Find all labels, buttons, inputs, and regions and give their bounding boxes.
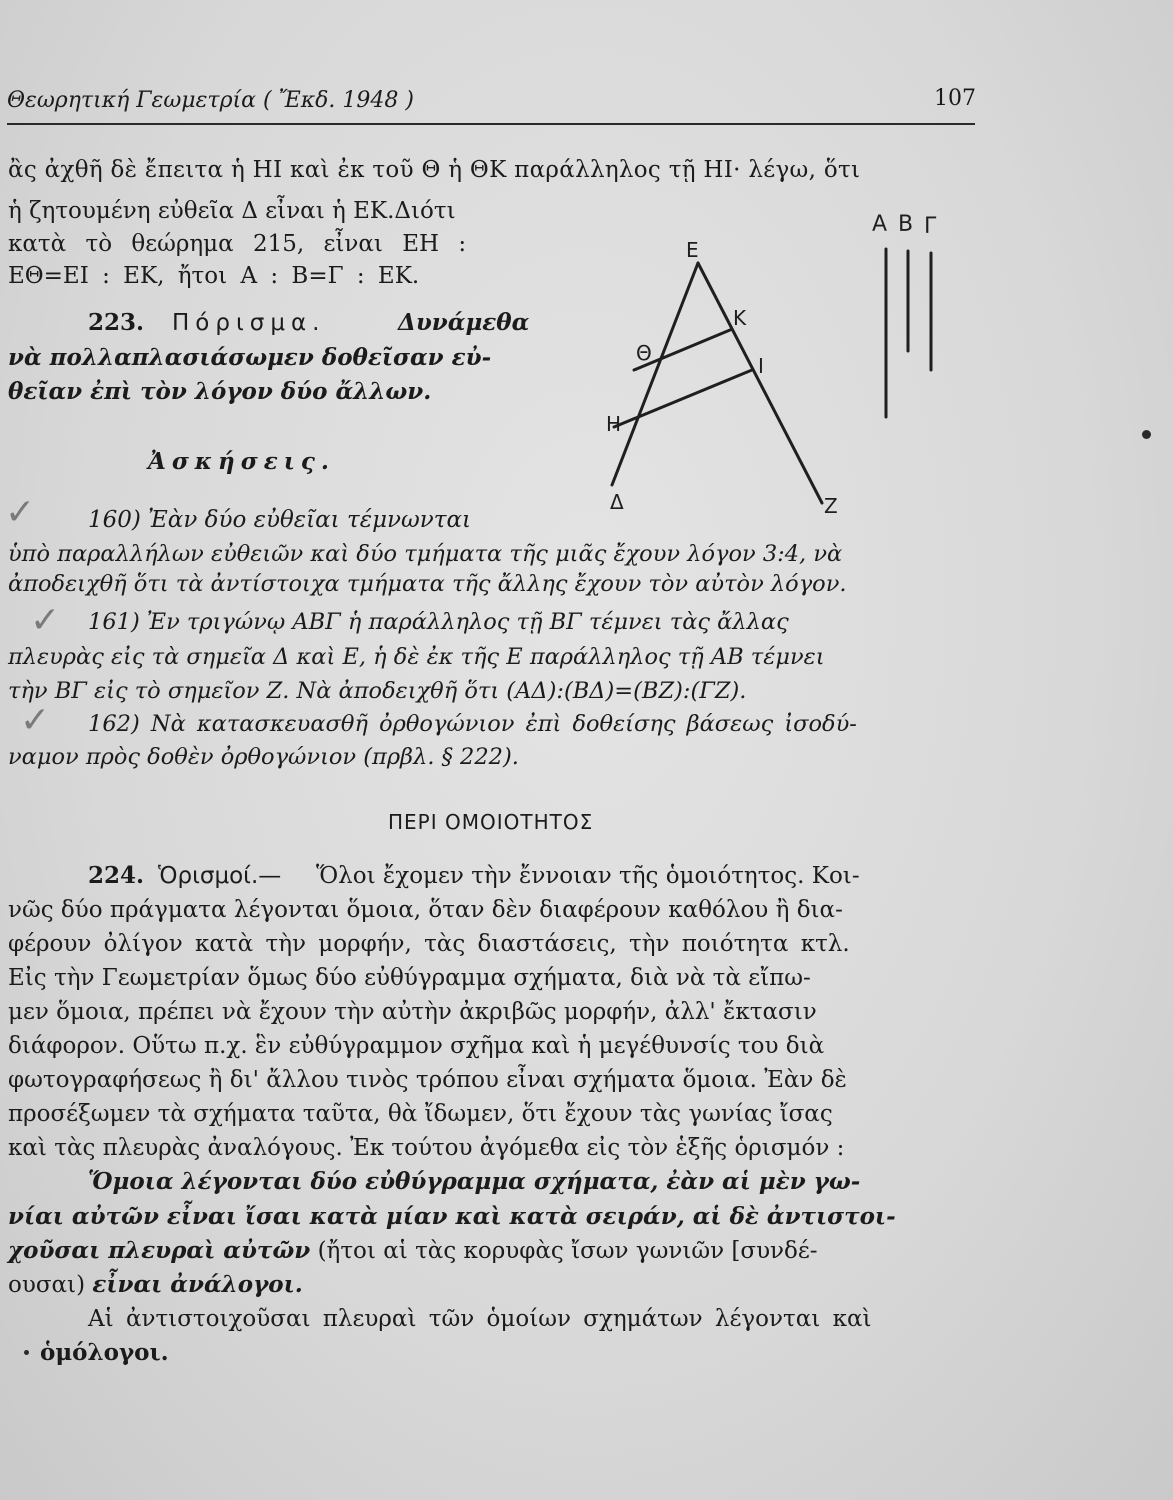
exercise-162-line-2: ναμον πρὸς δοθὲν ὀρθογώνιον (πρβλ. § 222). <box>8 744 519 770</box>
definition-normal-segment: (ἤτοι αἱ τὰς κορυφὰς ἴσων γωνιῶν [συνδέ- <box>317 1238 818 1264</box>
definition-normal-segment: ουσαι) <box>8 1272 86 1298</box>
definition-bold-line-2: νίαι αὐτῶν εἶναι ἴσαι κατὰ μίαν καὶ κατὰ σειράν, αἱ δὲ ἀντιστοι- <box>8 1203 896 1230</box>
definition-line-10 <box>8 1237 818 1265</box>
line-E-Delta <box>612 263 698 485</box>
definition-bold-segment: χοῦσαι πλευραὶ αὐτῶν <box>8 1237 311 1264</box>
definition-bold-line-1: Ὅμοια λέγονται δύο εὐθύγραμμα σχήματα, ἐὰν αἱ μὲν γω- <box>88 1168 861 1195</box>
ink-dot <box>1142 430 1151 439</box>
label-Z: Ζ <box>824 494 838 518</box>
running-title: Θεωρητική Γεωμετρία ( Ἔκδ. 1948 ) <box>7 88 414 113</box>
exercise-161-line-1: 161) Ἐν τριγώνῳ ΑΒΓ ἡ παράλληλος τῇ ΒΓ τέμνει τὰς ἄλλας <box>88 609 789 635</box>
label-K: Κ <box>733 306 747 330</box>
label-Theta: Θ <box>636 341 652 365</box>
pencil-check-mark: ✓ <box>5 492 36 533</box>
definition-line-7: φωτογραφήσεως ἢ δι' ἄλλου τινὸς τρόπου εἶναι σχήματα ὅμοια. Ἐὰν δὲ <box>8 1067 847 1093</box>
definition-line-2: νῶς δύο πράγματα λέγονται ὅμοια, ὅταν δὲν διαφέρουν καθόλου ἢ δια- <box>8 897 843 923</box>
corollary-line-1: Δυνάμεθα <box>398 309 530 336</box>
definition-line-8: προσέξωμεν τὰ σχήματα ταῦτα, θὰ ἴδωμεν, ὅτι ἔχουν τὰς γωνίας ἴσας <box>8 1101 833 1127</box>
final-line-1: Αἱ ἀντιστοιχοῦσαι πλευραὶ τῶν ὁμοίων σχημάτων λέγονται καὶ <box>88 1306 872 1332</box>
section-title: ΠΕΡΙ ΟΜΟΙΟΤΗΤΟΣ <box>388 810 594 834</box>
definition-bold-segment: εἶναι ἀνάλογοι. <box>92 1271 303 1298</box>
proof-line-3: κατὰ τὸ θεώρημα 215, εἶναι ΕΗ : <box>8 231 467 257</box>
corollary-line-2: νὰ πολλαπλασιάσωμεν δοθεῖσαν εὐ- <box>8 344 492 371</box>
corollary-line-3: θεῖαν ἐπὶ τὸν λόγον δύο ἄλλων. <box>8 378 432 405</box>
definition-line-9: καὶ τὰς πλευρὰς ἀναλόγους. Ἐκ τούτου ἀγόμεθα εἰς τὸν ἑξῆς ὁρισμόν : <box>8 1135 845 1161</box>
pencil-check-mark: ✓ <box>30 600 61 641</box>
definition-line-4: Εἰς τὴν Γεωμετρίαν ὅμως δύο εὐθύγραμμα σχήματα, διὰ νὰ τὰ εἴπω- <box>8 965 811 991</box>
label-I: Ι <box>758 354 764 378</box>
definition-line-3: φέρουν ὀλίγον κατὰ τὴν μορφήν, τὰς διαστάσεις, τὴν ποιότητα κτλ. <box>8 931 850 957</box>
page-number: 107 <box>934 86 976 111</box>
exercise-162-line-1: 162) Νὰ κατασκευασθῆ ὀρθογώνιον ἐπὶ δοθείσης βάσεως ἰσοδύ- <box>88 711 857 737</box>
page-header <box>0 0 1173 130</box>
label-E: Ε <box>686 238 699 262</box>
definition-line-11 <box>8 1271 303 1299</box>
label-H: Η <box>606 412 622 436</box>
definition-line-5: μεν ὅμοια, πρέπει νὰ ἔχουν τὴν αὐτὴν ἀκριβῶς μορφήν, ἀλλ' ἔκτασιν <box>8 999 817 1025</box>
exercise-160-line-2: ὑπὸ παραλλήλων εὐθειῶν καὶ δύο τμήματα τῆς μιᾶς ἔχουν λόγον 3:4, νὰ <box>8 541 843 567</box>
definition-number: 224. <box>88 862 145 889</box>
label-A: Α <box>872 212 888 237</box>
exercise-160-line-3: ἀποδειχθῆ ὅτι τὰ ἀντίστοιχα τμήματα τῆς ἄλλης ἔχουν τὸν αὐτὸν λόγον. <box>8 571 847 597</box>
definition-line-6: διάφορον. Οὕτω π.χ. ἓν εὐθύγραμμον σχῆμα καὶ ἡ μεγέθυνσίς του διὰ <box>8 1033 825 1059</box>
label-Delta: Δ <box>610 490 624 514</box>
proof-line-1: ἂς ἀχθῆ δὲ ἔπειτα ἡ ΗΙ καὶ ἐκ τοῦ Θ ἡ ΘΚ παράλληλος τῇ ΗΙ· λέγω, ὅτι <box>8 157 861 183</box>
pencil-check-mark: ✓ <box>20 700 51 741</box>
header-rule <box>7 123 975 125</box>
proof-line-4: ΕΘ=ΕΙ : ΕΚ, ἤτοι Α : Β=Γ : ΕΚ. <box>8 263 420 289</box>
exercises-title: Ἀσκήσεις. <box>148 448 335 475</box>
definition-label: Ὁρισμοί.— <box>158 863 282 889</box>
exercise-161-line-2: πλευρὰς εἰς τὰ σημεῖα Δ καὶ Ε, ἡ δὲ ἐκ τῆς Ε παράλληλος τῇ ΑΒ τέμνει <box>8 644 825 670</box>
ink-dot <box>24 1350 29 1355</box>
label-G: Γ <box>924 214 937 239</box>
label-B: Β <box>898 212 914 237</box>
exercise-160-line-1: 160) Ἐὰν δύο εὐθεῖαι τέμνωνται <box>88 507 472 533</box>
exercise-161-line-3: τὴν ΒΓ εἰς τὸ σημεῖον Ζ. Νὰ ἀποδειχθῆ ὅτι (ΑΔ):(ΒΔ)=(ΒΖ):(ΓΖ). <box>8 678 747 704</box>
final-line-2: ὁμόλογοι. <box>40 1339 169 1366</box>
segment-H-I <box>614 370 752 427</box>
proof-line-2: ἡ ζητουμένη εὐθεῖα Δ εἶναι ἡ ΕΚ.Διότι <box>8 198 456 224</box>
definition-line-1: Ὅλοι ἔχομεν τὴν ἔννοιαν τῆς ὁμοιότητος. Κοι- <box>316 863 860 889</box>
corollary-label: Πόρισμα. <box>172 310 326 336</box>
geometry-figure <box>590 195 990 525</box>
corollary-number: 223. <box>88 309 145 336</box>
